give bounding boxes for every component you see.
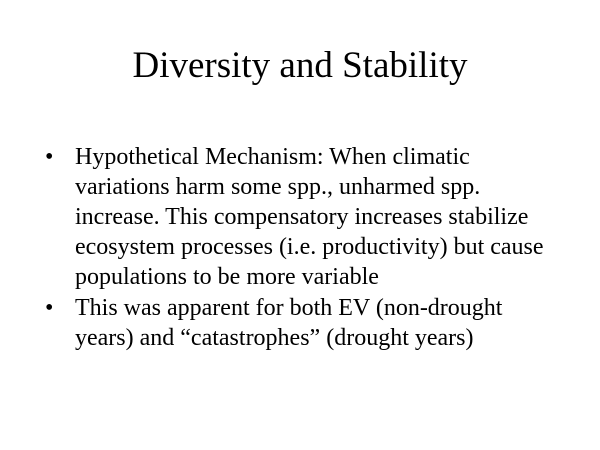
bullet-item	[45, 293, 565, 353]
bullet-point-icon: •	[45, 295, 54, 321]
bullet-list	[45, 142, 565, 354]
bullet-text: This was apparent for both EV (non-drought years) and “catastrophes” (drought years)	[75, 295, 503, 351]
bullet-point-icon: •	[45, 144, 54, 170]
bullet-text: Hypothetical Mechanism: When climatic variations harm some spp., unharmed spp. increase. This compensatory increases stabilize ecosystem processes (i.e. productivity) but cause populations to be more variable	[75, 144, 544, 290]
slide-title: Diversity and Stability	[132, 45, 468, 86]
bullet-item	[45, 142, 565, 292]
